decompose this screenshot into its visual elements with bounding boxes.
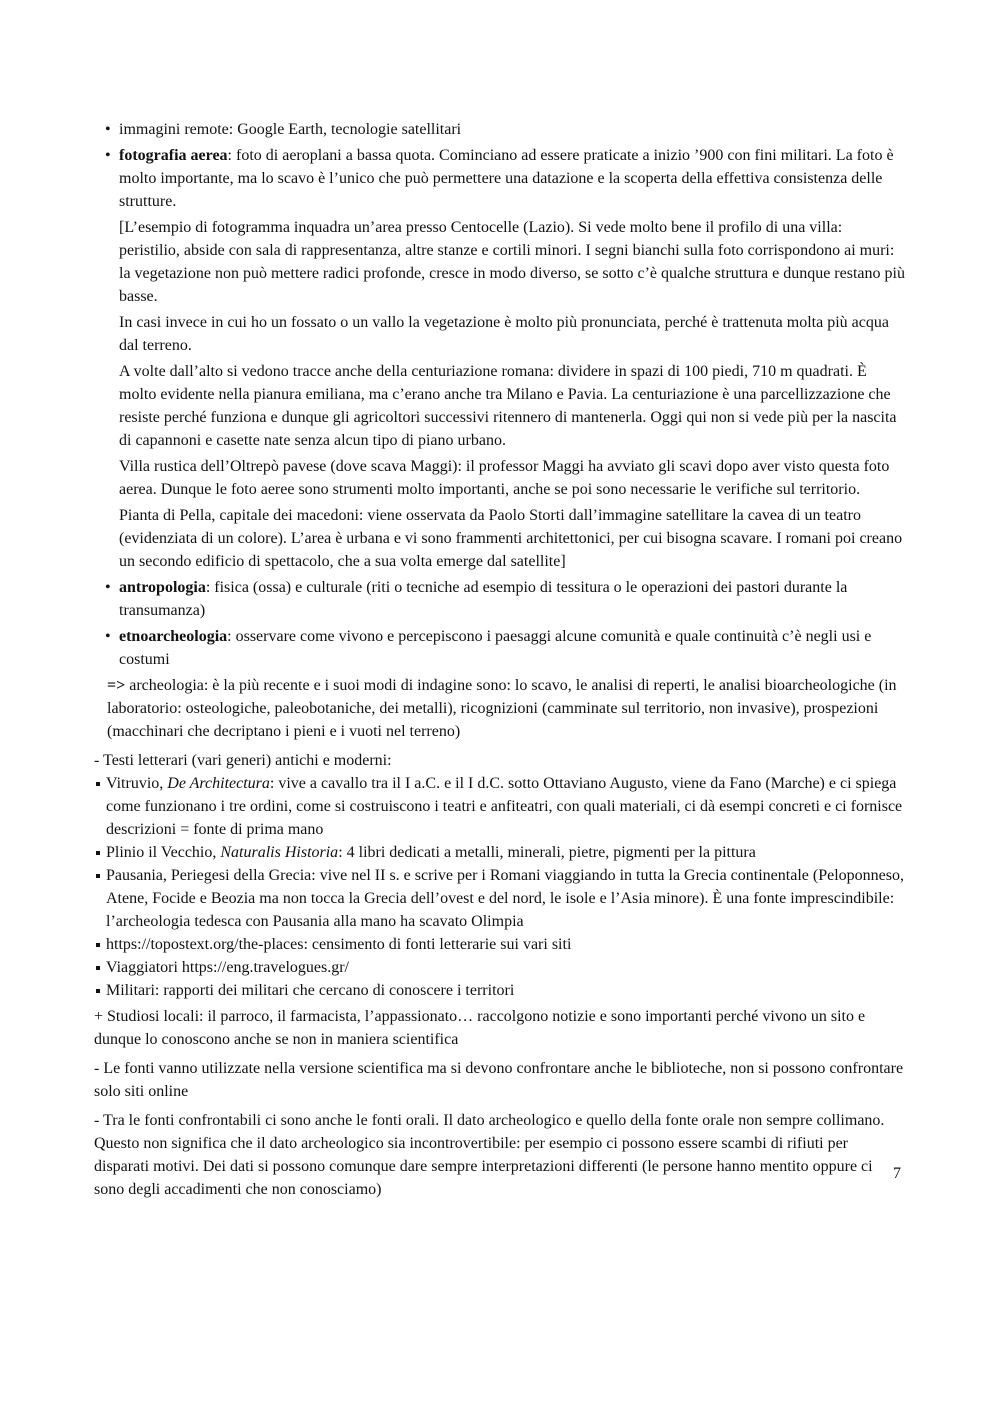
term-antropologia: antropologia — [119, 579, 206, 596]
page-number: 7 — [893, 1165, 901, 1182]
bullet-item-etnoarcheologia: • etnoarcheologia: osservare come vivono e percepiscono i paesaggi alcune comunità e quale continuità c’è negli usi e costumi — [94, 625, 906, 671]
aerial-note-centocelle: [L’esempio di fotogramma inquadra un’area presso Centocelle (Lazio). Si vede molto bene il profilo di una villa: peristilio, abside con sala di rappresentanza, altre stanze e cortili minori. I segni bianchi sulla foto corrispondono ai muri: la vegetazione non può mettere radici profonde, cresce in modo diverso, se sotto c’è qualche struttura e dunque restano più basse. — [119, 219, 905, 305]
sources-list — [94, 772, 906, 1002]
source-militari: Militari: rapporti dei militari che cercano di conoscere i territori — [94, 979, 906, 1002]
bullet-list-bottom — [94, 576, 906, 671]
term-etnoarcheologia: etnoarcheologia — [119, 628, 228, 645]
source-vitruvio: Vitruvio, De Architectura: vive a cavallo tra il I a.C. e il I d.C. sotto Ottaviano Augusto, viene da Fano (Marche) e ci spiega come funzionano i tre ordini, come si costruiscono i teatri e anfiteatri, con quali materiali, ci dà esempi concreti e ci fornisce descrizioni = fonte di prima mano — [94, 772, 906, 841]
archeologia-paragraph: => archeologia: è la più recente e i suoi modi di indagine sono: lo scavo, le analisi di reperti, le analisi bioarcheologiche (in laboratorio: osteologiche, paleobotaniche, dei metalli), ricognizioni (camminate sul territorio, non invasive), prospezioni (macchinari che decriptano i pieni e i vuoti nel terreno) — [107, 677, 897, 740]
bullet-item-remote-images: • immagini remote: Google Earth, tecnologie satellitari — [94, 118, 906, 141]
aerial-note-villa-rustica: Villa rustica dell’Oltrepò pavese (dove scava Maggi): il professor Maggi ha avviato gli scavi dopo aver visto questa foto aerea. Dunque le foto aeree sono strumenti molto importanti, anche se poi sono necessarie le verifiche sul territorio. — [119, 458, 890, 498]
paragraph-fonti-scientifiche: - Le fonti vanno utilizzate nella versione scientifica ma si devono confrontare anche le biblioteche, non si possono confrontare solo siti online — [94, 1060, 904, 1100]
aerial-note-fossato: In casi invece in cui ho un fossato o un vallo la vegetazione è molto più pronunciata, perché è trattenuta molta più acqua dal terreno. — [119, 314, 889, 354]
testi-heading: - Testi letterari (vari generi) antichi e moderni: — [94, 752, 392, 769]
paragraph-studiosi-locali: + Studiosi locali: il parroco, il farmacista, l’appassionato… raccolgono notizie e sono importanti perché vivono un sito e dunque lo conoscono anche se non in maniera scientifica — [94, 1008, 866, 1048]
bullet-item-aerial-photo: • fotografia aerea: foto di aeroplani a bassa quota. Cominciano ad essere praticate a inizio ’900 con fini militari. La foto è molto importante, ma lo scavo è l’unico che può permettere una datazione e la scoperta della effettiva consistenza delle strutture. — [94, 144, 906, 213]
source-pausania: Pausania, Periegesi della Grecia: vive nel II s. e scrive per i Romani viaggiando in tutta la Grecia continentale (Peloponneso, Atene, Focide e Beozia ma non tocca la Grecia dell’ovest e del nord, le isole e l’Asia minore). È una fonte imprescindibile: l’archeologia tedesca con Pausania alla mano ha scavato Olimpia — [94, 864, 906, 933]
bullet-item-antropologia: • antropologia: fisica (ossa) e culturale (riti o tecniche ad esempio di tessitura o le operazioni dei pastori durante la transumanza) — [94, 576, 906, 622]
source-plinio: Plinio il Vecchio, Naturalis Historia: 4 libri dedicati a metalli, minerali, pietre, pigmenti per la pittura — [94, 841, 906, 864]
aerial-note-pella: Pianta di Pella, capitale dei macedoni: viene osservata da Paolo Storti dall’immagine satellitare la cavea di un teatro (evidenziata di un colore). L’area è urbana e vi sono frammenti architettonici, per cui bisogna scavare. I romani poi creano un secondo edificio di spettacolo, che a sua volta emerge dal satellite] — [119, 507, 903, 570]
source-viaggiatori: Viaggiatori https://eng.travelogues.gr/ — [94, 956, 906, 979]
term-aerial-photo: fotografia aerea — [119, 147, 228, 164]
paragraph-fonti-orali: - Tra le fonti confrontabili ci sono anche le fonti orali. Il dato archeologico e quello della fonte orale non sempre collimano. Questo non significa che il dato archeologico sia incontrovertibile: per esempio ci possono essere scambi di rifiuti per disparati motivi. Dei dati si possono comunque dare sempre interpretazioni differenti (le persone hanno mentito oppure ci sono degli accadimenti che non conosciamo) — [94, 1112, 885, 1198]
aerial-note-centuriazione: A volte dall’alto si vedono tracce anche della centuriazione romana: dividere in spazi di 100 piedi, 710 m quadrati. È molto evidente nella pianura emiliana, ma c’erano anche tra Milano e Pavia. La centuriazione è una parcellizzazione che resiste perché funziona e dunque gli agricoltori successivi ritennero di mantenerla. Oggi qui non si vede più per la nascita di capannoni e casette nate senza alcun tipo di piano urbano. — [119, 363, 897, 449]
arrow-symbol: => — [107, 677, 126, 694]
source-topostext: https://topostext.org/the-places: censimento di fonti letterarie sui vari siti — [94, 933, 906, 956]
page-content — [94, 118, 906, 1207]
bullet-list-top — [94, 118, 906, 213]
